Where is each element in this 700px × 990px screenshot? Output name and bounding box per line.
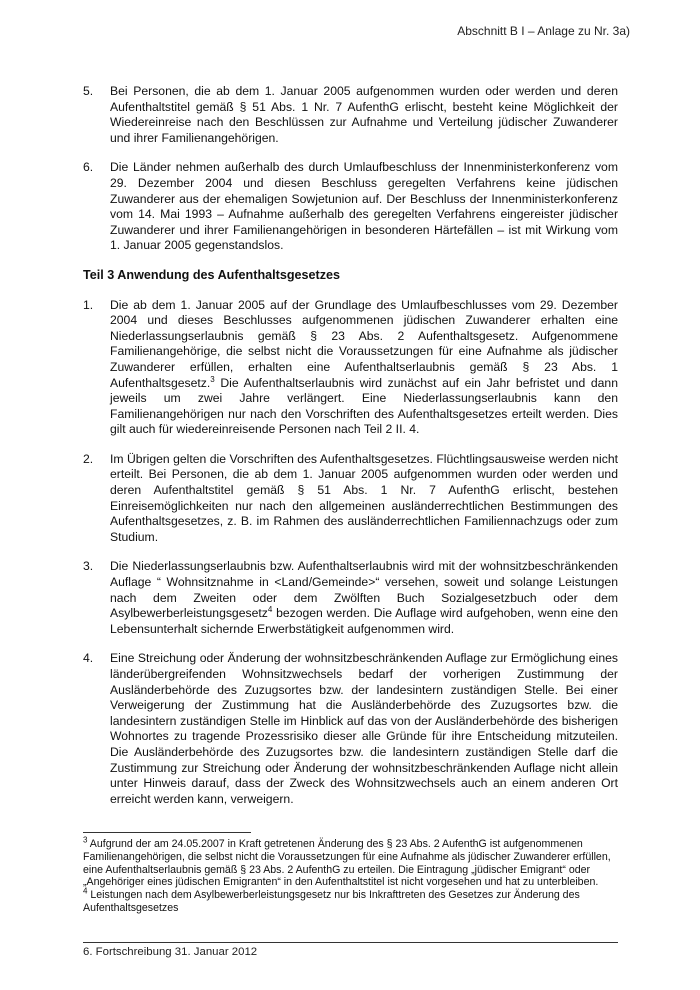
- footnote-number: 4: [83, 886, 88, 896]
- list-item-4: [83, 651, 618, 807]
- footnote-ref[interactable]: 4: [267, 605, 273, 615]
- list-item-3: [83, 559, 618, 637]
- footer-separator: [83, 942, 618, 943]
- running-header: Abschnitt B I – Anlage zu Nr. 3a): [457, 24, 630, 38]
- item-text: Im Übrigen gelten die Vorschriften des Aufenthaltsgesetzes. Flüchtlingsausweise werden nicht erteilt. Bei Personen, die ab dem 1. Januar 2005 aufgenommen wurden oder werden und deren Aufenthaltstitel gemäß § 51 Abs. 1 Nr. 7 AufenthG erlischt, bestehen Einreisemöglichkeiten nur nach den allgemeinen ausländerrechtlichen Bestimmungen des Aufenthaltsgesetzes, z. B. im Rahmen des ausländerrechtlichen Familiennachzugs oder zum Studium.: [110, 451, 618, 544]
- item-text-cont: Die Aufenthaltserlaubnis wird zunächst auf ein Jahr befristet und dann jeweils um zwei Jahre verlängert. Eine Niederlassungserlaubnis kann den Familienangehörigen nur nach den Vorschriften des Aufenthaltsgesetzes erteilt werden. Dies gilt auch für wiedereinreisende Personen nach Teil 2 II. 4.: [110, 375, 618, 437]
- footnotes: [83, 835, 618, 915]
- footnote-text: Leistungen nach dem Asylbewerberleistungsgesetz nur bis Inkrafttreten des Gesetzes zur Änderung des Aufenthaltsgesetzes: [83, 889, 580, 914]
- item-text: Eine Streichung oder Änderung der wohnsitzbeschränkenden Auflage zur Ermöglichung eines länderübergreifenden Wohnsitzwechsels bedarf der vorherigen Zustimmung der Ausländerbehörde des Zuzugsortes bzw. der landesintern zuständigen Stelle. Bei einer Verweigerung der Zustimmung hat die Ausländerbehörde des Zuzugsortes bzw. die landesintern zuständigen Stelle im Hinblick auf das von der Ausländerbehörde des bisherigen Wohnortes zu tragende Prozessrisiko dieser alle Gründe für ihre Entscheidung mitzuteilen. Die Ausländerbehörde des Zuzugsortes bzw. die landesintern zuständigen Stelle darf die Zustimmung zur Streichung oder Änderung der wohnsitzbeschränkenden Auflage nicht allein unter Hinweis darauf, dass der Zweck des Wohnsitzwechsels auch an einem anderen Ort erreicht werden kann, verweigern.: [110, 651, 618, 806]
- item-text: Die Niederlassungserlaubnis bzw. Aufenthaltserlaubnis wird mit der wohnsitzbeschränkenden Auflage “ Wohnsitznahme in <Land/Gemeinde>“ versehen, soweit und solange Leistungen nach dem Zweiten oder dem Zwölften Buch Sozialgesetzbuch oder dem Asylbewerberleistungsgesetz: [110, 559, 618, 621]
- footnote-separator: [83, 832, 251, 833]
- footnote-4: [83, 886, 618, 915]
- footnote-number: 3: [83, 835, 88, 845]
- document-body: [83, 84, 618, 821]
- page-footer: 6. Fortschreibung 31. Januar 2012: [83, 946, 258, 958]
- list-item-5: [83, 84, 618, 146]
- item-number: 5.: [83, 84, 94, 98]
- footnote-text: Aufgrund der am 24.05.2007 in Kraft getretenen Änderung des § 23 Abs. 2 AufenthG ist aufgenommenen Familienangehörigen, die selbst nicht die Voraussetzungen für eine Aufnahme als jüdischer Zuwanderer erfüllen, eine Aufenthaltserlaubnis gemäß § 23 Abs. 2 AufenthG zu erteilen. Die Eintragung „jüdischer Emigrant“ oder „Angehöriger eines jüdischen Emigranten“ in den Aufenthaltstitel ist nicht vorgesehen und hat zu unterbleiben.: [83, 838, 611, 889]
- footnote-3: [83, 835, 618, 889]
- item-number: 2.: [83, 451, 94, 466]
- item-number: 3.: [83, 559, 94, 574]
- list-item-6: [83, 160, 618, 254]
- item-number: 1.: [83, 297, 94, 312]
- item-number: 6.: [83, 160, 94, 175]
- section-heading: Teil 3 Anwendung des Aufenthaltsgesetzes: [83, 267, 341, 282]
- item-text: Die Länder nehmen außerhalb des durch Umlaufbeschluss der Innenministerkonferenz vom 29. Dezember 2004 und diesen Beschluss geregelten Verfahrens keine jüdischen Zuwanderer aus der ehemaligen Sowjetunion auf. Der Beschluss der Innenministerkonferenz vom 14. Mai 1993 – Aufnahme außerhalb des geregelten Verfahrens eingereister jüdischer Zuwanderer und ihrer Familienangehörigen in besonderen Härtefällen – ist mit Wirkung vom 1. Januar 2005 gegenstandslos.: [110, 160, 618, 253]
- list-item-2: [83, 452, 618, 546]
- item-text: Die ab dem 1. Januar 2005 auf der Grundlage des Umlaufbeschlusses vom 29. Dezember 2004 und dieses Beschlusses aufgenommenen jüdischen Zuwanderer erhalten eine Niederlassungserlaubnis gemäß § 23 Abs. 2 Aufenthaltsgesetz. Aufgenommene Familienangehörige, die selbst nicht die Voraussetzungen für eine Aufnahme als jüdischer Zuwanderer erfüllen, erhalten eine Aufenthaltserlaubnis gemäß § 23 Abs. 1 Aufenthaltsgesetz.: [110, 297, 618, 390]
- item-text-cont: bezogen werden. Die Auflage wird aufgehoben, wenn eine den Lebensunterhalt sichernde Erwerbstätigkeit aufgenommen wird.: [110, 606, 618, 636]
- list-item-1: [83, 298, 618, 438]
- item-text: Bei Personen, die ab dem 1. Januar 2005 aufgenommen wurden oder werden und deren Aufenthaltstitel gemäß § 51 Abs. 1 Nr. 7 AufenthG erlischt, besteht keine Möglichkeit der Wiedereinreise nach den Beschlüssen zur Aufnahme und Verteilung jüdischer Zuwanderer und ihrer Familienangehörigen.: [110, 84, 618, 145]
- footnote-ref[interactable]: 3: [210, 374, 215, 384]
- item-number: 4.: [83, 651, 94, 666]
